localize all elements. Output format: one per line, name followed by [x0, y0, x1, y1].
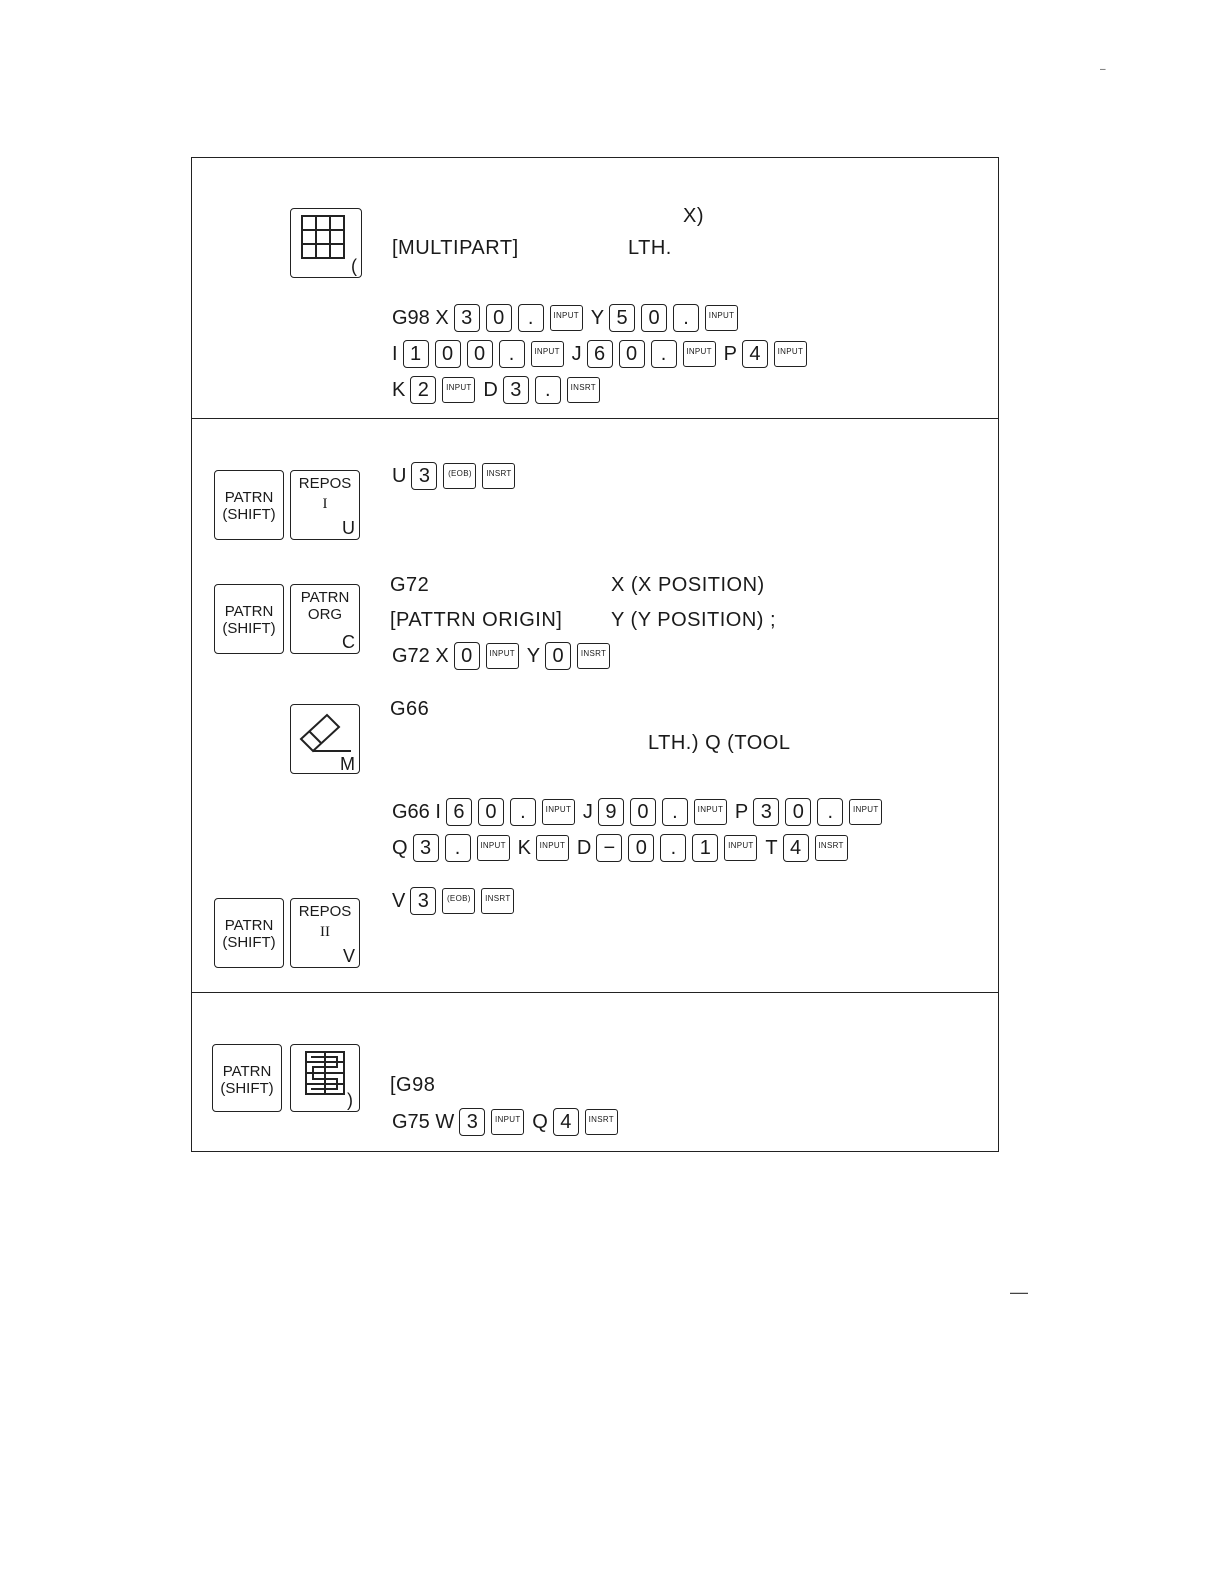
pattern-repeat-key	[290, 1044, 360, 1112]
digit-key: 0	[619, 340, 645, 368]
address-letter: P	[734, 800, 749, 823]
key-label-patrn: PATRN	[224, 917, 274, 934]
key-sequence-g66-1	[390, 796, 888, 828]
insert-key: INSRT	[815, 835, 848, 861]
input-key: INPUT	[724, 835, 757, 861]
key-sublabel-u: U	[342, 518, 355, 538]
digit-key: 6	[587, 340, 613, 368]
section-divider-1	[191, 418, 999, 419]
insert-key: INSRT	[567, 377, 600, 403]
section-divider-2	[191, 992, 999, 993]
address-letter: D	[576, 836, 592, 859]
pattern-origin-label: [PATTRN ORIGIN]	[390, 609, 563, 631]
address-letter: K	[392, 378, 406, 401]
g72-y-position: Y (Y POSITION) ;	[611, 609, 777, 631]
digit-key: 3	[753, 798, 779, 826]
patrn-shift-key-1	[214, 470, 284, 540]
g72-label: G72	[390, 574, 430, 596]
key-label-repos: REPOS	[298, 903, 352, 920]
key-sequence-g72	[390, 640, 616, 672]
input-key: INPUT	[849, 799, 882, 825]
address-letter: Q	[392, 836, 408, 859]
key-sequence-u	[390, 460, 521, 492]
key-label-patrn: PATRN	[300, 589, 350, 606]
digit-key: 9	[598, 798, 624, 826]
digit-key: .	[651, 340, 677, 368]
address-letter: D	[483, 378, 498, 401]
key-sequence-g75	[390, 1106, 624, 1138]
digit-key: 3	[410, 887, 436, 915]
key-label-shift: (SHIFT)	[220, 1080, 274, 1097]
input-key: INPUT	[550, 305, 583, 331]
key-label-shift: (SHIFT)	[222, 620, 276, 637]
digit-key: 2	[410, 376, 436, 404]
digit-key: .	[662, 798, 688, 826]
repos-1-key	[290, 470, 360, 540]
address-letter: G72 X	[392, 644, 449, 667]
digit-key: 0	[486, 304, 512, 332]
digit-key: 0	[478, 798, 504, 826]
g72-x-position: X (X POSITION)	[611, 574, 765, 596]
insert-key: INSRT	[577, 643, 610, 669]
key-label-roman-1: I	[322, 496, 328, 512]
digit-key: 3	[459, 1108, 485, 1136]
digit-key: .	[445, 834, 471, 862]
digit-key: .	[518, 304, 544, 332]
digit-key: 3	[413, 834, 439, 862]
g98-text: [G98	[390, 1074, 436, 1096]
input-key: INPUT	[774, 341, 807, 367]
insert-key: INSRT	[585, 1109, 618, 1135]
key-sequence-g98	[390, 302, 744, 334]
address-letter: Y	[590, 306, 605, 329]
digit-key: −	[596, 834, 622, 862]
key-sequence-g66-2	[390, 832, 854, 864]
key-sequence-v	[390, 885, 520, 917]
input-key: INPUT	[694, 799, 727, 825]
digit-key: 5	[609, 304, 635, 332]
input-key: INPUT	[477, 835, 510, 861]
g66-label: G66	[390, 698, 430, 720]
key-sublabel-c: C	[342, 632, 355, 652]
digit-key: 3	[411, 462, 437, 490]
key-sublabel: )	[347, 1090, 353, 1110]
address-letter: J	[582, 800, 593, 823]
patrn-shift-key-3	[214, 898, 284, 968]
input-key: INPUT	[486, 643, 519, 669]
key-sublabel-m: M	[340, 754, 355, 774]
address-letter: T	[765, 836, 778, 859]
input-key: INPUT	[491, 1109, 524, 1135]
digit-key: 3	[454, 304, 480, 332]
digit-key: 0	[785, 798, 811, 826]
key-label-roman-2: II	[320, 924, 330, 940]
address-letter: J	[571, 342, 582, 365]
address-letter: I	[392, 342, 398, 365]
lth-label: LTH.	[628, 237, 672, 259]
key-label-patrn: PATRN	[222, 1063, 272, 1080]
digit-key: 0	[630, 798, 656, 826]
grid-path-icon	[305, 1051, 345, 1095]
digit-key: .	[673, 304, 699, 332]
key-sequence-k-d	[390, 374, 606, 406]
scan-speck: —	[1010, 1282, 1028, 1302]
key-sublabel: (	[351, 256, 357, 276]
digit-key: 4	[553, 1108, 579, 1136]
digit-key: 1	[403, 340, 429, 368]
digit-key: 0	[467, 340, 493, 368]
digit-key: 0	[435, 340, 461, 368]
digit-key: .	[660, 834, 686, 862]
digit-key: 1	[692, 834, 718, 862]
digit-key: 0	[641, 304, 667, 332]
header-line1-tail: X)	[683, 205, 704, 227]
g66-description: LTH.) Q (TOOL	[648, 732, 791, 754]
input-key: INPUT	[531, 341, 564, 367]
address-letter: K	[517, 836, 531, 859]
digit-key: .	[510, 798, 536, 826]
address-letter: V	[392, 889, 406, 912]
patrn-org-key	[290, 584, 360, 654]
input-key: INPUT	[683, 341, 716, 367]
digit-key: 6	[446, 798, 472, 826]
input-key: INPUT	[536, 835, 569, 861]
insert-key: INSRT	[482, 463, 515, 489]
digit-key: 0	[628, 834, 654, 862]
eob-key: (EOB)	[442, 888, 475, 914]
digit-key: 0	[545, 642, 571, 670]
digit-key: .	[817, 798, 843, 826]
digit-key: 0	[454, 642, 480, 670]
key-label-org: ORG	[307, 606, 343, 623]
grid-icon	[301, 215, 345, 259]
digit-key: .	[499, 340, 525, 368]
input-key: INPUT	[705, 305, 738, 331]
key-label-patrn: PATRN	[224, 603, 274, 620]
input-key: INPUT	[442, 377, 475, 403]
milling-key	[290, 704, 360, 774]
multipart-label: [MULTIPART]	[392, 237, 519, 259]
key-label-patrn: PATRN	[224, 489, 274, 506]
digit-key: 4	[783, 834, 809, 862]
address-letter: Q	[532, 1110, 548, 1133]
input-key: INPUT	[542, 799, 575, 825]
address-letter: G66 I	[392, 800, 441, 823]
patrn-shift-key-4	[212, 1044, 282, 1112]
key-label-shift: (SHIFT)	[222, 506, 276, 523]
patrn-shift-key-2	[214, 584, 284, 654]
eob-key: (EOB)	[443, 463, 476, 489]
digit-key: .	[535, 376, 561, 404]
multipart-key	[290, 208, 362, 278]
scan-speck: –	[1100, 64, 1106, 75]
address-letter: G98 X	[392, 306, 449, 329]
key-sublabel-v: V	[342, 946, 355, 966]
key-label-repos: REPOS	[298, 475, 352, 492]
digit-key: 4	[742, 340, 768, 368]
key-label-shift: (SHIFT)	[222, 934, 276, 951]
eraser-icon	[297, 709, 353, 759]
address-letter: G75 W	[392, 1110, 455, 1133]
key-sequence-i-j-p	[390, 338, 813, 370]
address-letter: Y	[526, 644, 541, 667]
digit-key: 3	[503, 376, 529, 404]
address-letter: P	[723, 342, 737, 365]
insert-key: INSRT	[481, 888, 514, 914]
address-letter: U	[392, 464, 407, 487]
repos-2-key	[290, 898, 360, 968]
